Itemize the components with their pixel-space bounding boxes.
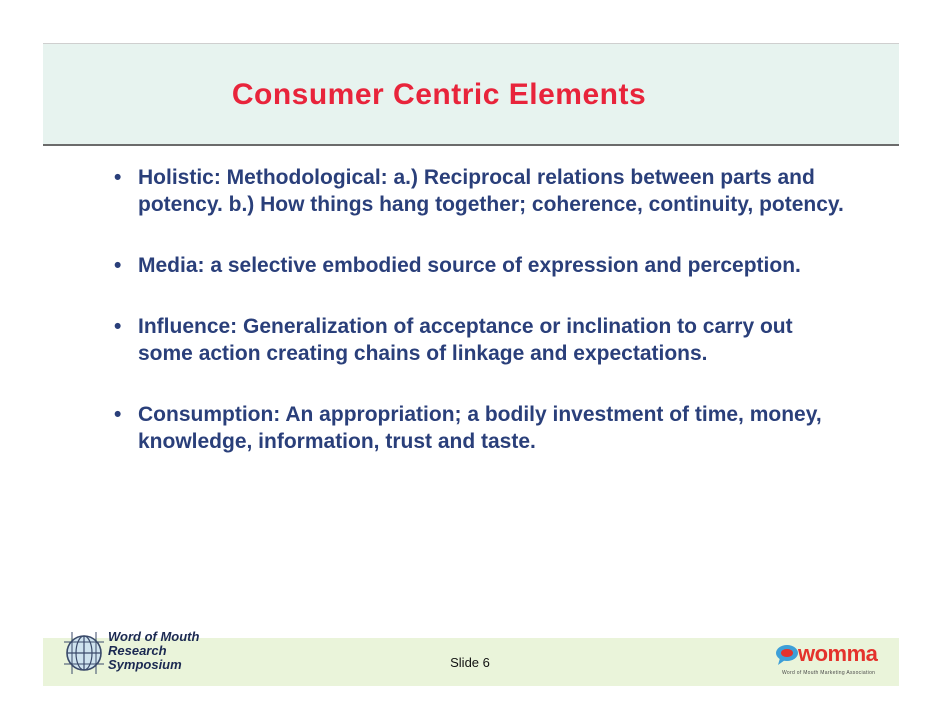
logo-line: Symposium <box>108 657 182 672</box>
wom-symposium-logo <box>62 624 222 684</box>
bullet-item: • Consumption: An appropriation; a bodily investment of time, money, knowledge, information, trust and taste. <box>112 401 852 455</box>
womma-logo <box>774 640 889 680</box>
bullet-list <box>112 164 852 489</box>
logo-text <box>108 630 199 672</box>
slide-title <box>43 78 899 112</box>
womma-wordmark: womma <box>798 641 878 666</box>
bullet-item: • Influence: Generalization of acceptance or inclination to carry out some action creating chains of linkage and expectations. <box>112 313 852 367</box>
logo-line: Research <box>108 643 167 658</box>
globe-icon <box>62 630 106 676</box>
womma-tagline: Word of Mouth Marketing Association <box>782 670 876 676</box>
slide-number: Slide 6 <box>450 655 490 670</box>
slide-title-text: Consumer Centric Elements <box>231 78 647 111</box>
logo-line: Word of Mouth <box>108 629 200 644</box>
speech-bubble-icon <box>774 643 800 667</box>
bullet-item: • Holistic: Methodological: a.) Reciprocal relations between parts and potency. b.) How things hang together; coherence, continuity, potency. <box>112 164 852 218</box>
bullet-item: • Media: a selective embodied source of expression and perception. <box>112 252 852 279</box>
